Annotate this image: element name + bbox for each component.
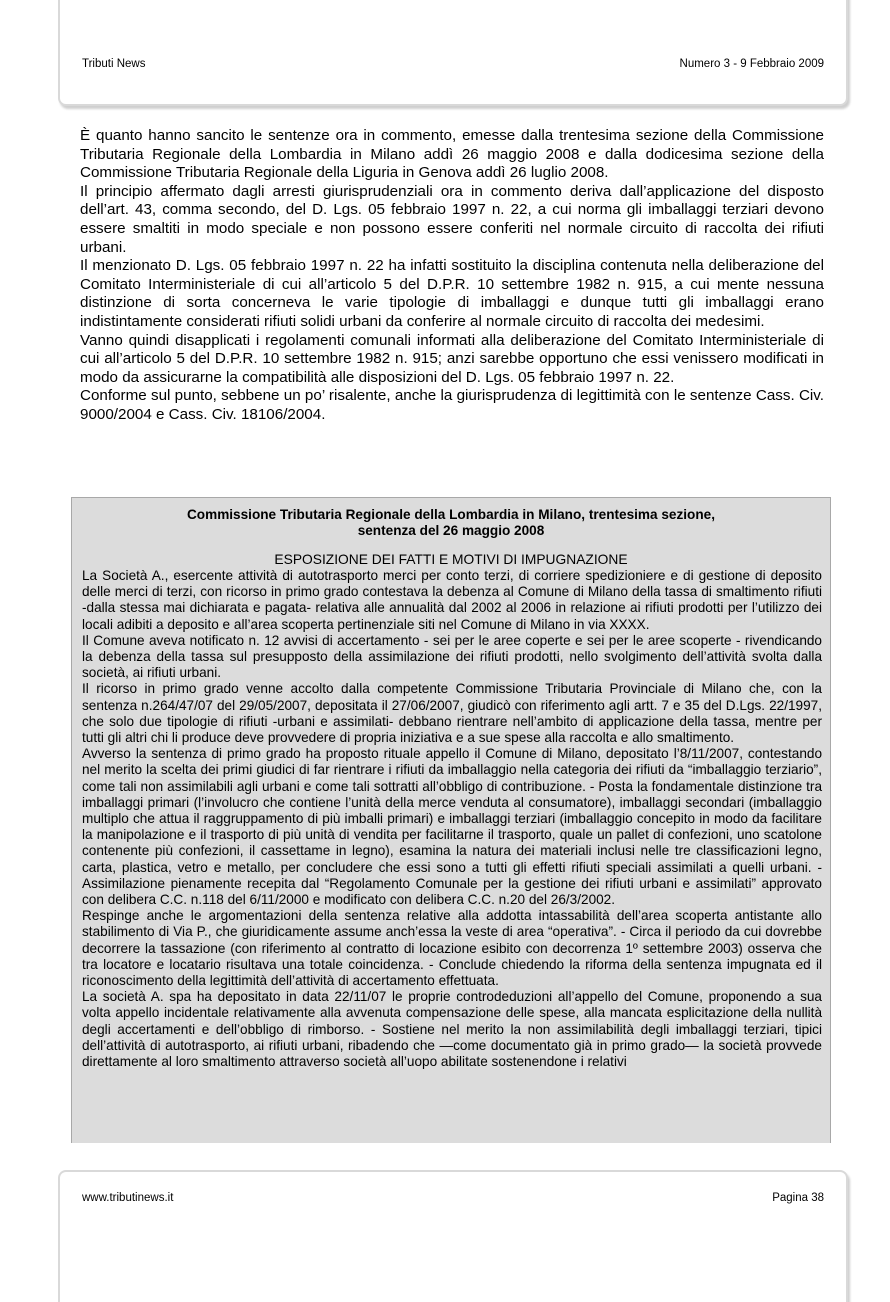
page-number: Pagina 38 [772,1192,824,1204]
judgment-panel [71,497,831,1143]
panel-paragraph: Respinge anche le argomentazioni della sentenza relative alla addotta intassabilità dell’area scoperta antistante allo stabilimento di Via P., che giuridicamente assume anch’essa la veste di area “operativa”. - Circa il periodo da cui dovrebbe decorrere la tassazione (con riferimento al contratto di locazione esibito con decorrenza 1º settembre 2003) osserva che tra locatore e locatario risultava una totale coincidenza. - Conclude chiedendo la riforma della sentenza impugnata ed il riconoscimento della legittimità dell’attività di accertamento effettuata. [82,908,822,989]
panel-paragraph: Il Comune aveva notificato n. 12 avvisi di accertamento - sei per le aree coperte e sei per le aree scoperte - rivendicando la debenza della tassa sul presupposto della assimilazione dei rifiuti prodotti, nello svolgimento dell’attività svolta dalla società, ai rifiuti urbani. [82,632,822,681]
panel-title [72,507,830,539]
issue-date: Numero 3 - 9 Febbraio 2009 [679,58,824,70]
panel-title-line-1: Commissione Tributaria Regionale della Lombardia in Milano, trentesima sezione, [186,507,715,522]
publication-name: Tributi News [82,58,146,70]
article-body [80,127,824,425]
panel-paragraph: La Società A., esercente attività di autotrasporto merci per conto terzi, di corriere spedizioniere e di gestione di deposito delle merci di terzi, con ricorso in primo grado contestava la debenza al Comune di Milano della tassa di smaltimento rifiuti -dalla stessa mai dichiarata e pagata- relativa alle annualità dal 2002 al 2006 in relazione ai rifiuti prodotti per l’utilizzo dei locali adibiti a deposito e all’area scoperta pertinenziale siti nel Comune di Milano in via XXXX. [82,568,822,632]
body-paragraph: Conforme sul punto, sebbene un po’ risalente, anche la giurisprudenza di legittimità con le sentenze Cass. Civ. 9000/2004 e Cass. Civ. 18106/2004. [80,387,824,423]
page-header [58,0,848,106]
body-paragraph: È quanto hanno sancito le sentenze ora in commento, emesse dalla trentesima sezione della Commissione Tributaria Regionale della Lombardia in Milano addì 26 maggio 2008 e dalla dodicesima sezione della Commissione Tributaria Regionale della Liguria in Genova addì 26 luglio 2008. [80,127,824,182]
panel-paragraph: Il ricorso in primo grado venne accolto dalla competente Commissione Tributaria Provinciale di Milano che, con la sentenza n.264/47/07 del 29/05/2007, depositata il 27/06/2007, giudicò con riferimento agli artt. 7 e 35 del D.Lgs. 22/1997, che solo due tipologie di rifiuti -urbani e assimilati- debbano rientrare nell’ambito di applicazione della tassa, mentre per tutti gli altri chi li produce deve provvedere di propria iniziativa e a sue spese alla raccolta e allo smaltimento. [82,681,822,746]
body-paragraph: Il principio affermato dagli arresti giurisprudenziali ora in commento deriva dall’applicazione del disposto dell’art. 43, comma secondo, del D. Lgs. 05 febbraio 1997 n. 22, a cui norma gli imballaggi terziari devono essere smaltiti in modo speciale e non possono essere conferiti nel normale circuito di raccolta dei rifiuti urbani. [80,182,824,256]
panel-paragraph: La società A. spa ha depositato in data 22/11/07 le proprie controdeduzioni all’appello del Comune, proponendo a sua volta appello incidentale relativamente alla avvenuta compensazione delle spese, alla mancata esplicitazione della nullità degli accertamenti e dell’obbligo di rimborso. - Sostiene nel merito la non assimilabilità degli imballaggi terziari, tipici dell’attività di autotrasporto, ai rifiuti urbani, ribadendo che —come documentato già in primo grado— la società provvede direttamente al loro smaltimento attraverso società all’uopo abilitate sostenendone i relativi [82,989,822,1070]
panel-title-line-2: sentenza del 26 maggio 2008 [357,523,545,538]
body-paragraph: Vanno quindi disapplicati i regolamenti comunali informati alla deliberazione del Comitato Interministeriale di cui all’articolo 5 del D.P.R. 10 settembre 1982 n. 915; anzi sarebbe opportuno che essi venissero modificati in modo da assicurarne la compatibilità alle disposizioni del D. Lgs. 05 febbraio 1997 n. 22. [80,331,824,386]
body-paragraph: Il menzionato D. Lgs. 05 febbraio 1997 n. 22 ha infatti sostituito la disciplina contenuta nella deliberazione del Comitato Interministeriale di cui all’articolo 5 del D.P.R. 10 settembre 1982 n. 915, a cui mente nessuna distinzione di sorta concerneva le varie tipologie di imballaggi e dunque tutti gli imballaggi erano indistintamente considerati rifiuti solidi urbani da conferire al normale circuito di raccolta dei medesimi. [80,257,824,330]
panel-body [82,568,822,1070]
website-link[interactable]: www.tributinews.it [82,1192,174,1204]
panel-paragraph: Avverso la sentenza di primo grado ha proposto rituale appello il Comune di Milano, depositato l’8/11/2007, contestando nel merito la scelta dei primi giudici di far rientrare i rifiuti da imballaggio nella categoria dei rifiuti da “imballaggio terziario”, come tali non assimilabili agli urbani e come tali sottratti all’obbligo di contribuzione. - Posta la fondamentale distinzione tra imballaggi primari (l’involucro che contiene l’unità della merce venduta al consumatore), imballaggi secondari (imballaggio multiplo che attua il raggruppamento di più imballi primari) e imballaggi terziari (imballaggio concepito in modo da facilitare la manipolazione e il trasporto di più unità di vendita per facilitarne il trasporto, quale un pallet di confezioni, uno scatolone contenente più confezioni, il cassettame in legno), esamina la natura dei materiali inclusi nelle tre classificazioni legno, carta, plastica, vetro e metallo, per concludere che essi sono a tutti gli effetti rifiuti speciali assimilati a quelli urbani. - Assimilazione pienamente recepita dal “Regolamento Comunale per la gestione dei rifiuti urbani e assimilati” approvato con delibera C.C. n.118 del 6/11/2000 e modificato con delibera C.C. n.20 del 26/3/2002. [82,746,822,908]
page-footer [58,1170,848,1302]
panel-subtitle: ESPOSIZIONE DEI FATTI E MOTIVI DI IMPUGNAZIONE [274,552,628,567]
